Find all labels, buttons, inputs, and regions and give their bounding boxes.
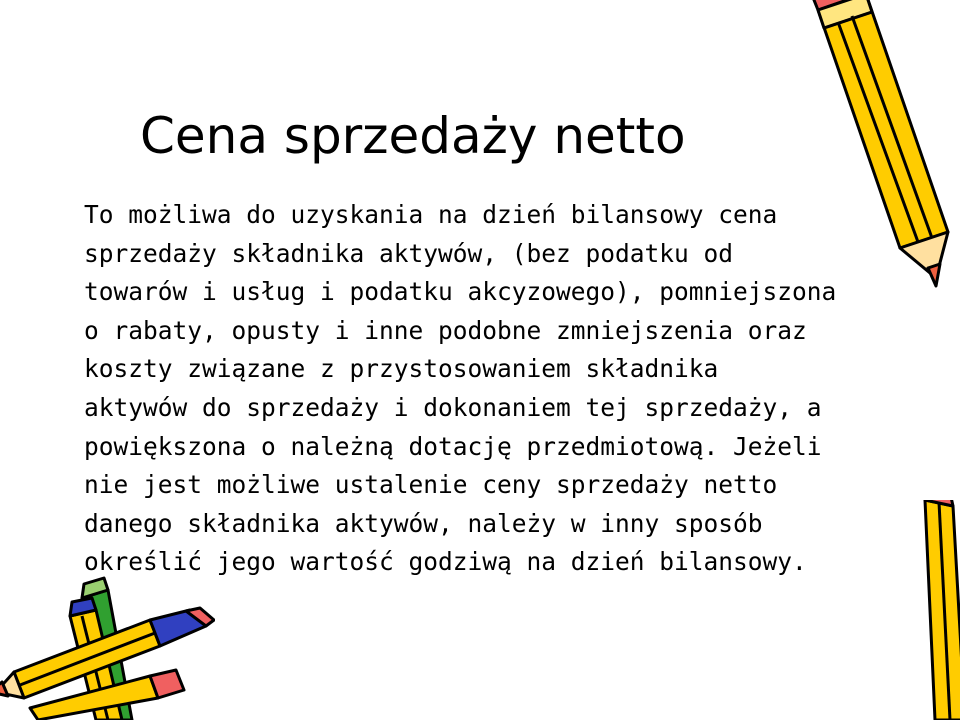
body-line: powiększona o należną dotację przedmiotową. Jeżeli <box>84 431 822 461</box>
body-line: nie jest możliwe ustalenie ceny sprzedaży netto <box>84 470 778 500</box>
body-line: aktywów do sprzedaży i dokonaniem tej sprzedaży, a <box>84 392 822 422</box>
body-line: sprzedaży składnika aktywów, (bez podatku od <box>84 238 734 268</box>
body-line: o rabaty, opusty i inne podobne zmniejszenia oraz <box>84 315 807 345</box>
body-line: określić jego wartość godziwą na dzień bilansowy. <box>84 547 807 577</box>
pencils-icon <box>0 576 215 720</box>
body-line: koszty związane z przystosowaniem składnika <box>84 354 719 384</box>
body-line: towarów i usług i podatku akcyzowego), pomniejszona <box>84 277 837 307</box>
pencil-icon <box>895 500 960 720</box>
body-line: To możliwa do uzyskania na dzień bilansowy cena <box>84 200 778 229</box>
slide-title: Cena sprzedaży netto <box>140 107 686 165</box>
slide-body <box>84 196 836 582</box>
body-line: danego składnika aktywów, należy w inny sposób <box>84 508 763 538</box>
